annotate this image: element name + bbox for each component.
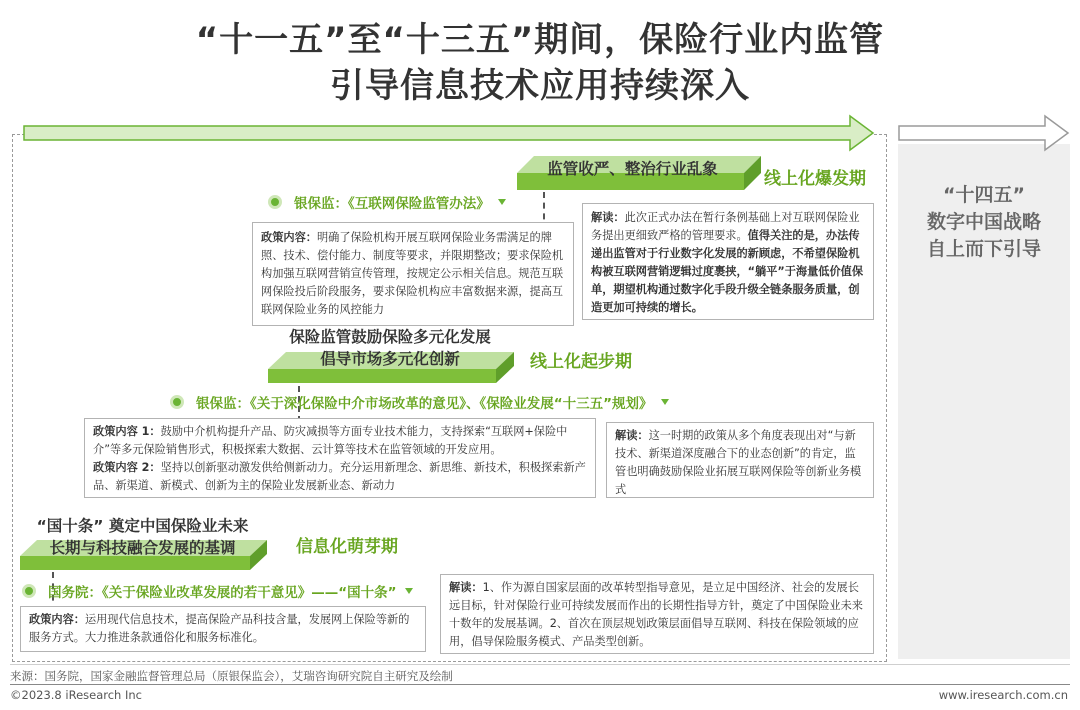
bullet-icon	[268, 195, 282, 209]
stage-label-sprout: 信息化萌芽期	[296, 537, 398, 557]
platform-stage3-text: “国十条” 奠定中国保险业未来 长期与科技融合发展的基调	[36, 517, 249, 557]
interpretation-box-stage2: 解读：这一时期的政策从多个角度表现出对“与新技术、新渠道深度融合下的业态创新”的肯定，监管也明确鼓励保险业拓展互联网保险等创新业务模式	[606, 422, 874, 498]
platform-stage1-text: 监管收严、整治行业乱象	[547, 160, 718, 178]
page-title-line2: 引导信息技术应用持续深入	[330, 66, 750, 106]
website: www.iresearch.com.cn	[938, 688, 1068, 702]
future-line1: “十四五”	[943, 184, 1025, 206]
future-line2: 数字中国战略	[926, 211, 1041, 233]
policy-box-stage3: 政策内容：运用现代信息技术，提高保险产品科技含量，发展网上保险等新的服务方式。大力推进条款通俗化和服务标准化。	[20, 606, 426, 652]
bullet-icon	[170, 395, 184, 409]
triangle-down-icon	[661, 399, 669, 405]
timeline-arrow	[24, 116, 873, 150]
interpretation-box-stage3: 解读：1、作为源自国家层面的改革转型指导意见，是立足中国经济、社会的发展长远目标，针对保险行业可持续发展而作出的长期性指导方针，奠定了中国保险业未来十数年的发展基调。2、首次在顶层规划政策层面倡导互联网、科技在保险领域的应用，倡导保险服务模式、产品类型创新。	[440, 574, 874, 654]
agency-stage2: 银保监：《关于深化保险中介市场改革的意见》、《保险业发展“十三五”规划》	[170, 392, 669, 412]
stage-label-explosion: 线上化爆发期	[764, 169, 866, 189]
page-title-line1: “十一五”至“十三五”期间，保险行业内监管	[195, 20, 885, 60]
triangle-down-icon	[498, 199, 506, 205]
agency-stage1: 银保监：《互联网保险监管办法》	[268, 192, 506, 212]
policy-box-stage2: 政策内容 1：鼓励中介机构提升产品、防灾减损等方面专业技术能力，支持探索“互联网+保险中介”等多元保险销售形式，积极探索大数据、云计算等技术在监管领域的开发应用。 政策内容 2：坚持以创新驱动激发供给侧新动力。充分运用新理念、新思维、新技术，积极探索新产品、新渠道、新模式、创新为主的保险业发展新业态、新动力	[84, 418, 596, 498]
bullet-icon	[22, 584, 36, 598]
copyright: ©2023.8 iResearch Inc	[10, 688, 142, 702]
footer-divider-bottom	[10, 684, 1070, 685]
policy-box-stage1: 政策内容：明确了保险机构开展互联网保险业务需满足的牌照、技术、偿付能力、制度等要求，并限期整改；要求保险机构加强互联网营销宣传管理，按规定公示相关信息。规范互联网保险投后阶段服务，要求保险机构应丰富数据来源，提高互联网保险业务的风控能力	[252, 222, 574, 326]
footer-divider-top	[10, 664, 1070, 665]
stage-label-startup: 线上化起步期	[530, 352, 632, 372]
source-note: 来源：国务院，国家金融监督管理总局（原银保监会），艾瑞咨询研究院自主研究及绘制	[10, 669, 453, 683]
agency-stage3: 国务院：《关于保险业改革发展的若干意见》——“国十条”	[22, 581, 413, 601]
interpretation-box-stage1: 解读：此次正式办法在暂行条例基础上对互联网保险业务提出更细致严格的管理要求。值得关注的是，办法传递出监管对于行业数字化发展的新顾虑，不希望保险机构被互联网营销逻辑过度裹挟，“躺平”于海量低价值保单，期望机构通过数字化手段升级全链条服务质量，创造更加可持续的增长。	[582, 203, 874, 320]
future-line3: 自上而下引导	[926, 238, 1041, 260]
future-arrow	[899, 116, 1068, 150]
triangle-down-icon	[405, 588, 413, 594]
platform-stage2-text: 保险监管鼓励保险多元化发展 倡导市场多元化创新	[289, 328, 491, 368]
